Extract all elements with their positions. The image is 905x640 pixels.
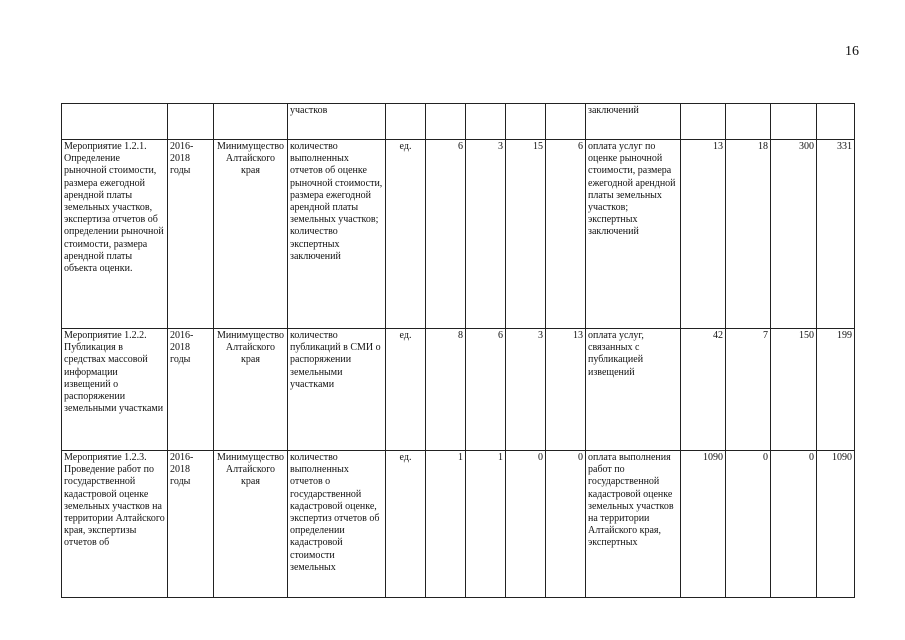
cost-cell: 331 (817, 140, 855, 329)
event-cell: Мероприятие 1.2.1. Определение рыночной стоимости, размера ежегодной арендной платы земельных участков, экспертиза отчетов об определении рыночной стоимости, размера арендной платы объекта оценки. (62, 140, 168, 329)
indicator-cell: количество выполненных отчетов об оценке рыночной стоимости, размера ежегодной арендной платы земельных участков; количество экспертных заключений (288, 140, 386, 329)
table-row (62, 329, 855, 451)
unit-cell: ед. (386, 329, 426, 451)
value-cell: 1 (466, 451, 506, 598)
page-number: 16 (845, 44, 859, 59)
event-cell: Мероприятие 1.2.3. Проведение работ по государственной кадастровой оценке земельных участков на территории Алтайского края, экспертизы отчетов об (62, 451, 168, 598)
expense-cell: оплата услуг по оценке рыночной стоимости, размера ежегодной арендной платы земельных участков; экспертных заключений (586, 140, 681, 329)
executor-cell: Минимущество Алтайского края (214, 140, 288, 329)
program-table (61, 103, 855, 598)
period-cell: 2016-2018 годы (168, 329, 214, 451)
value-cell: 3 (466, 140, 506, 329)
cost-cell: 42 (681, 329, 726, 451)
value-cell: 6 (466, 329, 506, 451)
cost-cell: 13 (681, 140, 726, 329)
value-cell: 13 (546, 329, 586, 451)
value-cell: 3 (506, 329, 546, 451)
value-cell: 8 (426, 329, 466, 451)
value-cell: 6 (546, 140, 586, 329)
indicator-cell: количество выполненных отчетов о государственной кадастровой оценке, экспертиз отчетов об определении кадастровой стоимости земельных (288, 451, 386, 598)
indicator-cell: участков (288, 104, 386, 140)
value-cell: 0 (546, 451, 586, 598)
expense-cell: оплата услуг, связанных с публикацией извещений (586, 329, 681, 451)
expense-cell: оплата выполнения работ по государственной кадастровой оценке земельных участков на территории Алтайского края, экспертных (586, 451, 681, 598)
cost-cell: 1090 (817, 451, 855, 598)
unit-cell: ед. (386, 451, 426, 598)
cost-cell: 1090 (681, 451, 726, 598)
table-row (62, 451, 855, 598)
value-cell: 6 (426, 140, 466, 329)
indicator-cell: количество публикаций в СМИ о распоряжении земельными участками (288, 329, 386, 451)
period-cell: 2016-2018 годы (168, 140, 214, 329)
cost-cell: 199 (817, 329, 855, 451)
event-cell: Мероприятие 1.2.2. Публикация в средствах массовой информации извещений о распоряжении земельными участками (62, 329, 168, 451)
expense-cell: заключений (586, 104, 681, 140)
cost-cell: 7 (726, 329, 771, 451)
executor-cell: Минимущество Алтайского края (214, 451, 288, 598)
cost-cell: 0 (771, 451, 817, 598)
value-cell: 1 (426, 451, 466, 598)
value-cell: 0 (506, 451, 546, 598)
continuation-row (62, 104, 855, 140)
table-row (62, 140, 855, 329)
cost-cell: 150 (771, 329, 817, 451)
unit-cell: ед. (386, 140, 426, 329)
executor-cell: Минимущество Алтайского края (214, 329, 288, 451)
value-cell: 15 (506, 140, 546, 329)
cost-cell: 0 (726, 451, 771, 598)
cost-cell: 300 (771, 140, 817, 329)
cost-cell: 18 (726, 140, 771, 329)
period-cell: 2016-2018 годы (168, 451, 214, 598)
